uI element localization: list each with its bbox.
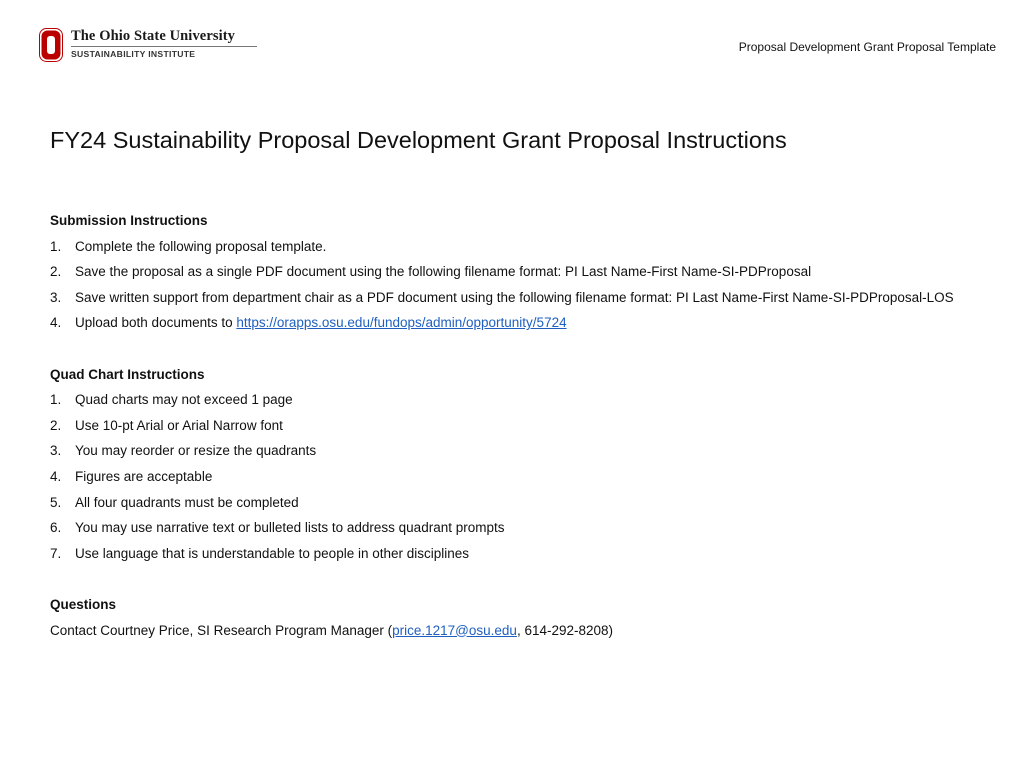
item-number: 3.	[50, 443, 62, 459]
item-number: 3.	[50, 289, 62, 305]
university-name: The Ohio State University	[71, 28, 236, 44]
block-o-icon	[39, 28, 63, 62]
item-number: 6.	[50, 520, 62, 536]
list-item	[50, 391, 1010, 417]
item-text: Save written support from department chair as a PDF document using the following filename format: PI Last Name-First Name-SI-PDProposal-LOS	[75, 289, 954, 305]
list-item	[50, 545, 1010, 571]
questions-heading: Questions	[50, 596, 117, 612]
osu-logo	[39, 28, 261, 62]
item-number: 2.	[50, 264, 62, 280]
item-text: Upload both documents to	[75, 315, 237, 331]
item-text: Complete the following proposal template.	[75, 238, 327, 254]
list-item	[50, 238, 1010, 264]
quad-chart-list	[50, 391, 1010, 570]
submission-heading: Submission Instructions	[50, 213, 208, 228]
document-body	[50, 212, 1010, 647]
item-number: 4.	[50, 315, 62, 331]
institute-name: SUSTAINABILITY INSTITUTE	[71, 49, 196, 59]
item-text: You may reorder or resize the quadrants	[75, 443, 317, 459]
item-text: Use language that is understandable to people in other disciplines	[75, 545, 470, 561]
list-item	[50, 289, 1010, 315]
item-number: 2.	[50, 417, 62, 433]
item-text: All four quadrants must be completed	[75, 494, 299, 510]
contact-suffix: , 614-292-8208)	[516, 622, 614, 638]
item-text: Use 10-pt Arial or Arial Narrow font	[75, 417, 283, 433]
email-link[interactable]: price.1217@osu.edu	[392, 622, 517, 638]
item-text: Save the proposal as a single PDF document using the following filename format: PI Last Name-First Name-SI-PDProposal	[75, 264, 812, 280]
list-item	[50, 468, 1010, 494]
item-number: 7.	[50, 545, 62, 561]
item-text: Quad charts may not exceed 1 page	[75, 392, 293, 408]
list-item	[50, 417, 1010, 443]
list-item	[50, 442, 1010, 468]
item-text: Figures are acceptable	[75, 468, 213, 484]
list-item	[50, 519, 1010, 545]
spacer	[50, 340, 1010, 366]
quad-chart-heading: Quad Chart Instructions	[50, 366, 205, 382]
item-text: You may use narrative text or bulleted lists to address quadrant prompts	[75, 520, 505, 536]
list-item	[50, 263, 1010, 289]
page-title: FY24 Sustainability Proposal Development Grant Proposal Instructions	[50, 127, 787, 153]
upload-link[interactable]: https://orapps.osu.edu/fundops/admin/opportunity/5724	[236, 315, 567, 331]
item-number: 4.	[50, 468, 62, 484]
list-item	[50, 494, 1010, 520]
list-item	[50, 314, 1010, 340]
submission-list	[50, 238, 1010, 340]
contact-line	[50, 622, 1010, 648]
item-number: 1.	[50, 392, 62, 408]
template-label: Proposal Development Grant Proposal Template	[738, 40, 996, 54]
item-number: 5.	[50, 494, 62, 510]
logo-divider	[71, 46, 257, 47]
contact-prefix: Contact Courtney Price, SI Research Program Manager (	[50, 622, 393, 638]
item-number: 1.	[50, 238, 62, 254]
spacer	[50, 570, 1010, 596]
